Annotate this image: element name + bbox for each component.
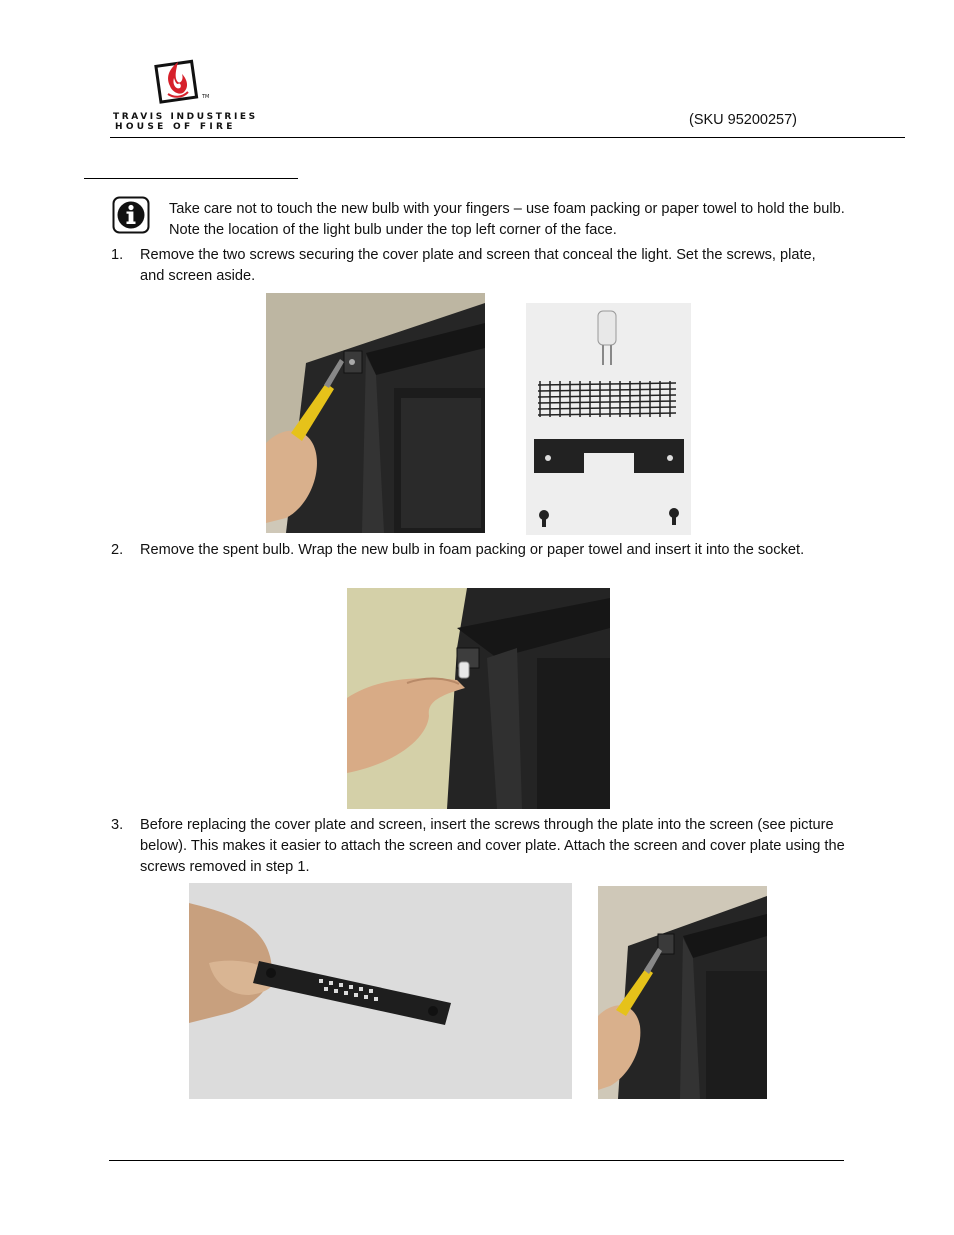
- step-1-text: Remove the two screws securing the cover plate and screen that conceal the light. Set the screws, plate, and screen aside.: [140, 247, 816, 284]
- logo-trademark: TM: [202, 94, 210, 100]
- photo-plate-with-screws: [189, 883, 572, 1099]
- logo-line-company: TRAVIS INDUSTRIES: [113, 112, 258, 122]
- photo-inserting-bulb: [347, 588, 610, 809]
- flame-logo-icon: [110, 56, 240, 106]
- step-3-number: 3.: [111, 817, 124, 833]
- header-rule: [110, 137, 905, 138]
- info-icon: [112, 196, 150, 234]
- company-logo: [110, 56, 258, 132]
- footer-rule: [109, 1160, 844, 1161]
- photo-reattaching-plate: [598, 886, 767, 1099]
- photo-parts-layout: [526, 303, 691, 535]
- step-3-text: Before replacing the cover plate and screen, insert the screws through the plate into the screen (see picture below). This makes it easier to attach the screen and cover plate. Attach the screen and cover plate using the screws removed in step 1.: [140, 817, 845, 875]
- step-1-number: 1.: [111, 247, 124, 263]
- photo-removing-screws: [266, 293, 485, 533]
- logo-line-tagline: HOUSE OF FIRE: [115, 122, 236, 132]
- step-2-number: 2.: [111, 542, 124, 558]
- step-2-text: Remove the spent bulb. Wrap the new bulb in foam packing or paper towel and insert it into the socket.: [140, 542, 805, 558]
- section-heading-underline: [84, 178, 298, 179]
- sku-label: (SKU 95200257): [689, 112, 798, 128]
- caution-note: Take care not to touch the new bulb with your fingers – use foam packing or paper towel to hold the bulb. Note the location of the light bulb under the top left corner of the face.: [169, 201, 845, 238]
